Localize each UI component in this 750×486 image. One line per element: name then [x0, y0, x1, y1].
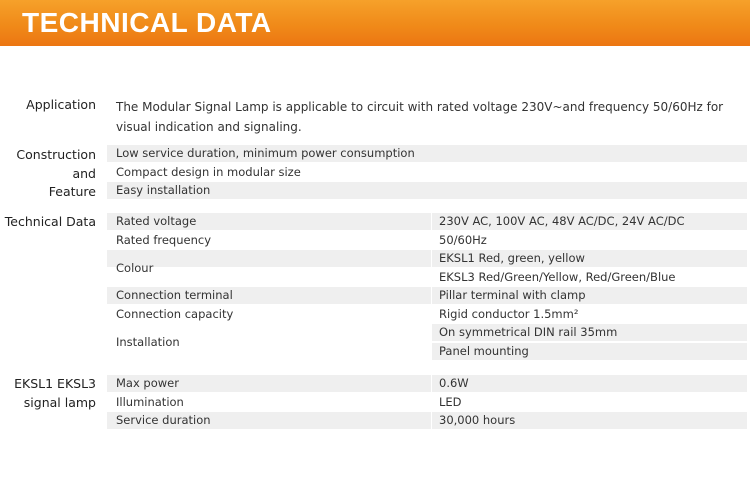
construction-label-line2: and — [72, 165, 96, 181]
spec-value: Rigid conductor 1.5mm² — [439, 306, 579, 321]
table-row — [107, 394, 747, 411]
spec-key-cell — [107, 250, 431, 286]
page-title: TECHNICAL DATA — [22, 7, 272, 38]
spec-value: 230V AC, 100V AC, 48V AC/DC, 24V AC/DC — [439, 214, 685, 228]
spec-value: 30,000 hours — [439, 413, 516, 427]
spec-value: LED — [439, 395, 462, 409]
spec-key: Connection capacity — [116, 306, 234, 321]
feature-row — [107, 164, 747, 181]
column-divider — [431, 375, 432, 429]
application-label: Application — [26, 97, 96, 112]
spec-value: EKSL3 Red/Green/Yellow, Red/Green/Blue — [439, 269, 676, 284]
table-row — [107, 287, 747, 304]
spec-key: Illumination — [116, 395, 184, 409]
column-divider — [431, 213, 432, 360]
spec-value: EKSL1 Red, green, yellow — [439, 251, 585, 265]
header-banner — [0, 0, 750, 46]
technical-data-label: Technical Data — [4, 214, 96, 229]
table-row — [107, 412, 747, 429]
spec-key: Rated voltage — [116, 214, 197, 228]
construction-label-line1: Construction — [16, 147, 96, 162]
spec-value: On symmetrical DIN rail 35mm — [439, 325, 618, 339]
spec-key: Connection terminal — [116, 288, 233, 302]
spec-key: Max power — [116, 376, 179, 390]
spec-key: Service duration — [116, 413, 211, 427]
feature-row — [107, 182, 747, 199]
spec-key: Rated frequency — [116, 233, 212, 247]
application-text: The Modular Signal Lamp is applicable to circuit with rated voltage 230V~and frequency 50/60Hz for visual indication and signaling. — [116, 100, 724, 134]
construction-label-line3: Feature — [48, 184, 96, 199]
spec-key: Installation — [116, 334, 180, 349]
spec-value: 50/60Hz — [439, 233, 487, 247]
spec-value: Pillar terminal with clamp — [439, 288, 586, 302]
spec-key-cell — [107, 324, 431, 360]
lamp-label-line2: signal lamp — [23, 395, 96, 410]
spec-key: Colour — [116, 260, 154, 275]
spec-value: 0.6W — [439, 376, 469, 390]
table-row — [107, 306, 747, 323]
lamp-label-line1: EKSL1 EKSL3 — [14, 376, 96, 391]
spec-value: Panel mounting — [439, 343, 529, 358]
feature-text: Compact design in modular size — [116, 165, 301, 179]
feature-row — [107, 145, 747, 162]
feature-text: Easy installation — [116, 183, 211, 197]
table-row — [107, 375, 747, 392]
feature-text: Low service duration, minimum power consumption — [116, 146, 415, 160]
table-row — [107, 213, 747, 230]
table-row — [107, 232, 747, 249]
